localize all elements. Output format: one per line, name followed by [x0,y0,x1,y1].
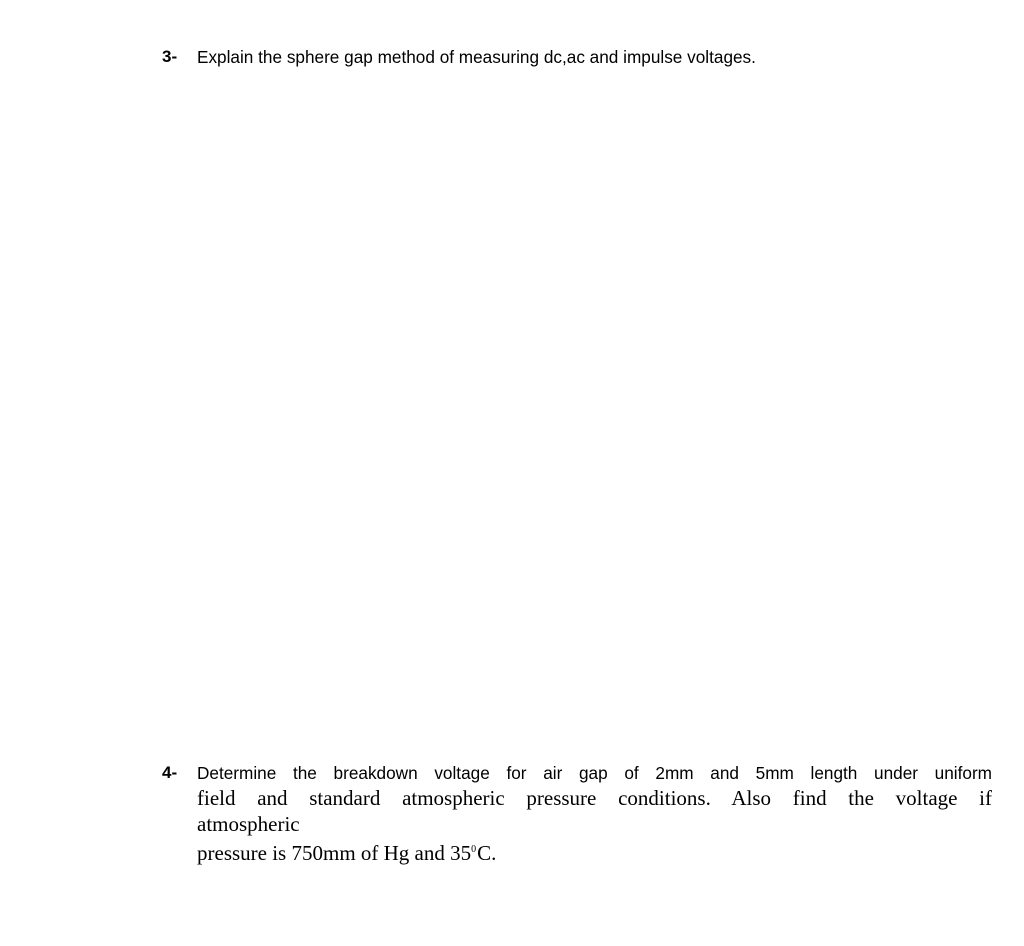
question-line-text: pressure is 750mm of Hg and 35 [197,841,472,865]
question-line: Explain the sphere gap method of measuring dc,ac and impulse voltages. [197,47,756,67]
question-number: 4- [162,763,178,782]
degree-symbol: 0 [471,844,477,855]
question-text [197,45,862,69]
question-line: field and standard atmospheric pressure conditions. Also find the voltage if [197,786,992,810]
question-4 [162,761,992,866]
question-3 [162,45,862,69]
question-text [197,761,992,866]
question-line: Determine the breakdown voltage for air gap of 2mm and 5mm length under uniform [197,763,992,783]
question-line [197,837,992,866]
question-line-text: C. [477,841,497,865]
question-number: 3- [162,47,178,66]
question-line: atmospheric [197,812,300,836]
